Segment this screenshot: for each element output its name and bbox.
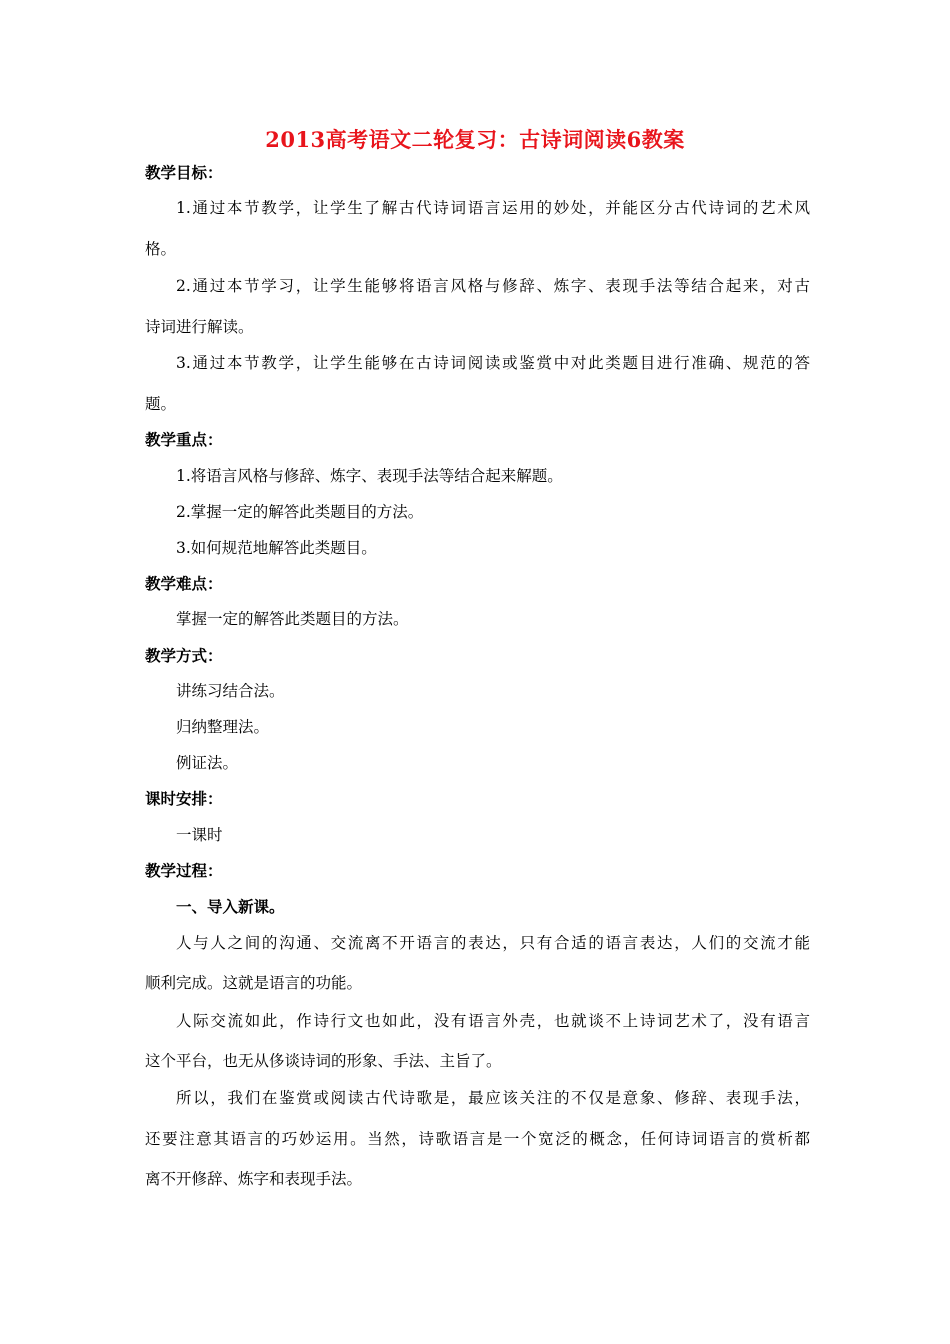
process-para-3-line-1: 所以，我们在鉴赏或阅读古代诗歌是，最应该关注的不仅是意象、修辞、表现手法，	[176, 1089, 810, 1107]
objective-3-line-1: 3.通过本节教学，让学生能够在古诗词阅读或鉴赏中对此类题目进行准确、规范的答	[176, 354, 810, 372]
process-subheading: 一、导入新课。	[176, 897, 285, 916]
difficulties-heading: 教学难点：	[145, 574, 223, 593]
difficulty-text: 掌握一定的解答此类题目的方法。	[176, 610, 409, 628]
key-point-item: 3.如何规范地解答此类题目。	[176, 539, 377, 557]
objective-1-line-2: 格。	[145, 240, 177, 258]
objectives-heading: 教学目标：	[145, 163, 223, 182]
process-para-2-line-2: 这个平台，也无从侈谈诗词的形象、手法、主旨了。	[145, 1052, 502, 1070]
process-para-1-line-2: 顺利完成。这就是语言的功能。	[145, 974, 363, 992]
process-para-2-line-1: 人际交流如此，作诗行文也如此，没有语言外壳，也就谈不上诗词艺术了，没有语言	[176, 1012, 810, 1030]
objective-1-line-1: 1.通过本节教学，让学生了解古代诗词语言运用的妙处，并能区分古代诗词的艺术风	[176, 199, 810, 217]
schedule-text: 一课时	[176, 826, 223, 844]
key-point-item: 1.将语言风格与修辞、炼字、表现手法等结合起来解题。	[176, 467, 563, 485]
objective-3-line-2: 题。	[145, 395, 177, 413]
process-para-3-line-3: 离不开修辞、炼字和表现手法。	[145, 1170, 363, 1188]
method-item: 归纳整理法。	[176, 718, 270, 736]
methods-heading: 教学方式：	[145, 646, 223, 665]
schedule-heading: 课时安排：	[145, 789, 223, 808]
key-point-item: 2.掌握一定的解答此类题目的方法。	[176, 503, 424, 521]
process-para-1-line-1: 人与人之间的沟通、交流离不开语言的表达，只有合适的语言表达，人们的交流才能	[176, 934, 810, 952]
key-points-heading: 教学重点：	[145, 430, 223, 449]
method-item: 例证法。	[176, 754, 239, 772]
process-heading: 教学过程：	[145, 861, 223, 880]
document-title: 2013高考语文二轮复习：古诗词阅读6教案	[265, 127, 685, 152]
process-para-3-line-2: 还要注意其语言的巧妙运用。当然，诗歌语言是一个宽泛的概念，任何诗词语言的赏析都	[145, 1130, 810, 1148]
method-item: 讲练习结合法。	[176, 682, 285, 700]
objective-2-line-2: 诗词进行解读。	[145, 318, 254, 336]
objective-2-line-1: 2.通过本节学习，让学生能够将语言风格与修辞、炼字、表现手法等结合起来，对古	[176, 277, 810, 295]
